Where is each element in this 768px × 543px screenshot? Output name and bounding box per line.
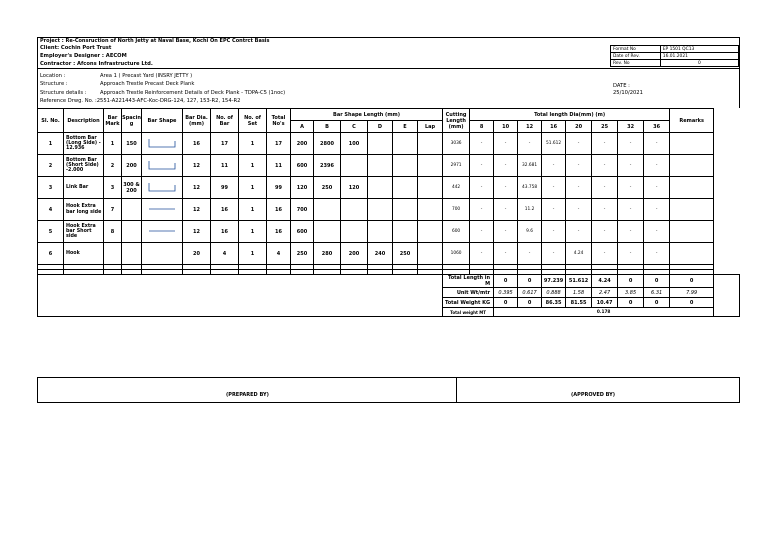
row-e	[393, 199, 418, 221]
row-noset: 1	[239, 177, 267, 199]
row-len-d16: -	[542, 243, 566, 265]
col-dia-32: 32	[618, 121, 644, 133]
structure-info	[37, 68, 740, 108]
row-len-d16: -	[542, 177, 566, 199]
row-total: 4	[267, 243, 291, 265]
row-d: 240	[368, 243, 393, 265]
row-bar-shape	[142, 199, 183, 221]
row-a: 200	[291, 133, 314, 155]
row-description: Hook	[64, 243, 104, 265]
summary-value: 10.47	[592, 298, 618, 308]
summary-value: 0	[494, 298, 518, 308]
row-e: 250	[393, 243, 418, 265]
col-dia-36: 36	[644, 121, 670, 133]
row-len-d36: -	[644, 133, 670, 155]
row-len-d20: -	[566, 221, 592, 243]
row-remarks	[670, 155, 714, 177]
row-spacing	[122, 199, 142, 221]
row-len-d25: -	[592, 177, 618, 199]
contractor-name: Contractor : Afcons Infrastructure Ltd.	[40, 61, 153, 67]
col-seg-e: E	[393, 121, 418, 133]
summary-value: 0	[618, 298, 644, 308]
location-value: Area 1 ( Precast Yard (INSRY JETTY )	[100, 73, 193, 79]
row-a: 600	[291, 221, 314, 243]
col-no-of-set: No. of Set	[239, 109, 267, 133]
col-seg-lap: Lap	[418, 121, 443, 133]
row-nobar: 16	[211, 199, 239, 221]
summary-value: 0.617	[518, 288, 542, 298]
row-len-d16: -	[542, 221, 566, 243]
col-no-of-bar: No. of Bar	[211, 109, 239, 133]
summary-value: 1.58	[566, 288, 592, 298]
col-spacing: Spacin g	[122, 109, 142, 133]
format-label: Format No	[611, 46, 661, 53]
row-len-d10: -	[494, 199, 518, 221]
col-bar-mark: Bar Mark	[104, 109, 122, 133]
row-a: 120	[291, 177, 314, 199]
row-c	[341, 199, 368, 221]
row-sl: 6	[38, 243, 64, 265]
row-len-d10: -	[494, 243, 518, 265]
summary-value: 86.35	[542, 298, 566, 308]
summary-value: 0.395	[494, 288, 518, 298]
summary-value: 2.47	[592, 288, 618, 298]
row-bar-shape	[142, 243, 183, 265]
summary-value: 0	[644, 275, 670, 288]
row-noset: 1	[239, 155, 267, 177]
row-description: Bottom Bar (Short Side) -2.000	[64, 155, 104, 177]
row-lap	[418, 199, 443, 221]
row-bar-shape	[142, 155, 183, 177]
summary-value: 0	[518, 275, 542, 288]
row-lap	[418, 133, 443, 155]
structure-details-label: Structure details :	[40, 90, 87, 96]
row-sl: 3	[38, 177, 64, 199]
col-seg-b: B	[314, 121, 341, 133]
row-len-d20: 4.24	[566, 243, 592, 265]
row-len-d16: -	[542, 155, 566, 177]
date-of-rev-label: Date of Rev.	[611, 53, 661, 60]
col-seg-d: D	[368, 121, 393, 133]
row-total: 17	[267, 133, 291, 155]
row-sl: 2	[38, 155, 64, 177]
row-d	[368, 221, 393, 243]
row-sl: 1	[38, 133, 64, 155]
col-seg-c: C	[341, 121, 368, 133]
row-lap	[418, 221, 443, 243]
row-sl: 5	[38, 221, 64, 243]
bar-shape-icon	[148, 182, 176, 192]
row-len-d36: -	[644, 199, 670, 221]
row-cutting-length: 700	[443, 199, 470, 221]
row-b: 2800	[314, 133, 341, 155]
approved-by-label: (APPROVED BY)	[571, 392, 616, 398]
row-c: 200	[341, 243, 368, 265]
row-len-d8: -	[470, 133, 494, 155]
col-dia-20: 20	[566, 121, 592, 133]
date-value: 25/10/2021	[613, 90, 643, 96]
row-spacing	[122, 243, 142, 265]
row-bar-mark: 3	[104, 177, 122, 199]
rev-no-value: 0	[660, 60, 738, 67]
rev-no-label: Rev. No	[611, 60, 661, 67]
row-e	[393, 133, 418, 155]
row-noset: 1	[239, 133, 267, 155]
format-info-table	[610, 45, 739, 67]
row-len-d8: -	[470, 155, 494, 177]
row-remarks	[670, 243, 714, 265]
date-of-rev-value: 16.01.2021	[660, 53, 738, 60]
col-dia-16: 16	[542, 121, 566, 133]
row-remarks	[670, 133, 714, 155]
document-header	[37, 37, 740, 68]
location-label: Location :	[40, 73, 66, 79]
row-sl: 4	[38, 199, 64, 221]
summary-row	[38, 275, 740, 288]
row-len-d32: -	[618, 221, 644, 243]
summary-value: 0	[670, 275, 714, 288]
row-d	[368, 177, 393, 199]
row-dia: 16	[183, 133, 211, 155]
date-label: DATE :	[613, 83, 630, 89]
row-e	[393, 177, 418, 199]
summary-label: Total Length in M	[443, 275, 494, 288]
row-bar-shape	[142, 177, 183, 199]
row-b: 2396	[314, 155, 341, 177]
summary-value: 0	[518, 298, 542, 308]
row-cutting-length: 600	[443, 221, 470, 243]
row-description: Hook Extra bar long side	[64, 199, 104, 221]
row-spacing: 200	[122, 155, 142, 177]
table-row	[38, 155, 740, 177]
row-nobar: 4	[211, 243, 239, 265]
col-dia-8: 8	[470, 121, 494, 133]
summary-value: 0	[670, 298, 714, 308]
bar-schedule-table	[37, 108, 740, 317]
row-e	[393, 221, 418, 243]
row-dia: 20	[183, 243, 211, 265]
footer-divider	[456, 378, 457, 402]
prepared-by-label: (PREPARED BY)	[226, 392, 269, 398]
row-len-d12: 9.6	[518, 221, 542, 243]
summary-blank	[38, 275, 443, 317]
row-len-d25: -	[592, 243, 618, 265]
summary-value: 3.85	[618, 288, 644, 298]
col-cutting-length: Cutting Length (mm)	[443, 109, 470, 133]
col-dia-12: 12	[518, 121, 542, 133]
row-bar-shape	[142, 133, 183, 155]
col-bar-shape-length: Bar Shape Length (mm)	[291, 109, 443, 121]
row-len-d10: -	[494, 155, 518, 177]
row-dia: 12	[183, 177, 211, 199]
row-e	[393, 155, 418, 177]
row-spacing: 300 & 200	[122, 177, 142, 199]
row-len-d12: -	[518, 133, 542, 155]
row-len-d20: -	[566, 199, 592, 221]
table-row	[38, 199, 740, 221]
row-spacing	[122, 221, 142, 243]
straight-bar-icon	[148, 206, 176, 212]
row-total: 11	[267, 155, 291, 177]
row-len-d16: -	[542, 199, 566, 221]
row-d	[368, 155, 393, 177]
row-c: 100	[341, 133, 368, 155]
col-dia-25: 25	[592, 121, 618, 133]
row-dia: 12	[183, 155, 211, 177]
row-len-d20: -	[566, 133, 592, 155]
row-description: Bottom Bar (Long Side) - 12.936	[64, 133, 104, 155]
row-remarks	[670, 221, 714, 243]
row-d	[368, 199, 393, 221]
row-len-d36: -	[644, 243, 670, 265]
row-c: 120	[341, 177, 368, 199]
row-len-d8: -	[470, 221, 494, 243]
row-spacing: 150	[122, 133, 142, 155]
row-len-d12: 43.758	[518, 177, 542, 199]
row-total: 99	[267, 177, 291, 199]
row-nobar: 11	[211, 155, 239, 177]
structure-label: Structure :	[40, 81, 68, 87]
reference-drawing: Reference Drwg. No. :2551-A221443-AFC-Koc-DRG-124, 127, 153-R2, 154-R2	[40, 98, 241, 104]
summary-value: 4.24	[592, 275, 618, 288]
summary-value: 0	[644, 298, 670, 308]
row-len-d12: -	[518, 243, 542, 265]
row-len-d12: 11.2	[518, 199, 542, 221]
row-len-d32: -	[618, 177, 644, 199]
designer-name: Employer's Designer : AECOM	[40, 53, 127, 59]
row-noset: 1	[239, 199, 267, 221]
table-row	[38, 243, 740, 265]
row-len-d25: -	[592, 221, 618, 243]
row-dia: 12	[183, 199, 211, 221]
row-bar-mark: 2	[104, 155, 122, 177]
row-len-d32: -	[618, 199, 644, 221]
row-len-d32: -	[618, 155, 644, 177]
row-a: 250	[291, 243, 314, 265]
row-total: 16	[267, 199, 291, 221]
row-bar-mark: 1	[104, 133, 122, 155]
row-len-d36: -	[644, 177, 670, 199]
structure-value: Approach Trestle Precast Deck Plank	[100, 81, 195, 87]
row-bar-mark	[104, 243, 122, 265]
row-len-d8: -	[470, 199, 494, 221]
col-description: Description	[64, 109, 104, 133]
col-total-nos: Total No's	[267, 109, 291, 133]
summary-value: 97.239	[542, 275, 566, 288]
project-title: Project : Re-Consruction of North Jetty at Naval Base, Kochi On EPC Contrct Basis	[40, 38, 270, 44]
bar-shape-icon	[148, 160, 176, 170]
summary-value: 0.888	[542, 288, 566, 298]
col-dia-10: 10	[494, 121, 518, 133]
row-b	[314, 221, 341, 243]
straight-bar-icon	[148, 228, 176, 234]
col-bar-shape: Bar Shape	[142, 109, 183, 133]
row-description: Hook Extra bar Short side	[64, 221, 104, 243]
client-name: Client: Cochin Port Trust	[40, 45, 112, 51]
row-bar-mark: 7	[104, 199, 122, 221]
summary-label: Unit Wt/mtr	[443, 288, 494, 298]
row-c	[341, 221, 368, 243]
row-len-d10: -	[494, 177, 518, 199]
row-remarks	[670, 177, 714, 199]
row-dia: 12	[183, 221, 211, 243]
row-len-d10: -	[494, 133, 518, 155]
row-len-d36: -	[644, 221, 670, 243]
row-lap	[418, 243, 443, 265]
summary-value: 0	[618, 275, 644, 288]
row-len-d8: -	[470, 243, 494, 265]
row-len-d20: -	[566, 177, 592, 199]
bar-shape-icon	[148, 138, 176, 148]
row-cutting-length: 1060	[443, 243, 470, 265]
row-b	[314, 199, 341, 221]
row-noset: 1	[239, 221, 267, 243]
summary-label: Total Weight KG	[443, 298, 494, 308]
row-lap	[418, 177, 443, 199]
row-len-d32: -	[618, 133, 644, 155]
summary-label: Total weight MT	[443, 308, 494, 317]
row-nobar: 17	[211, 133, 239, 155]
row-b: 280	[314, 243, 341, 265]
row-a: 700	[291, 199, 314, 221]
row-lap	[418, 155, 443, 177]
summary-value: 6.31	[644, 288, 670, 298]
row-remarks	[670, 199, 714, 221]
row-len-d32: -	[618, 243, 644, 265]
table-row	[38, 133, 740, 155]
col-total-length-dia: Total length Dia(mm) (m)	[470, 109, 670, 121]
summary-remarks	[714, 275, 740, 317]
row-nobar: 16	[211, 221, 239, 243]
summary-value: 0	[494, 275, 518, 288]
row-len-d10: -	[494, 221, 518, 243]
summary-value: 7.99	[670, 288, 714, 298]
summary-total-mt: 0.178	[494, 308, 714, 317]
row-bar-mark: 8	[104, 221, 122, 243]
row-len-d25: -	[592, 155, 618, 177]
row-b: 250	[314, 177, 341, 199]
col-bar-dia: Bar Dia. (mm)	[183, 109, 211, 133]
col-seg-a: A	[291, 121, 314, 133]
table-row	[38, 221, 740, 243]
summary-value: 81.55	[566, 298, 592, 308]
format-value: EP 1501 QC13	[660, 46, 738, 53]
row-total: 16	[267, 221, 291, 243]
signature-footer	[37, 377, 740, 403]
row-len-d20: -	[566, 155, 592, 177]
row-nobar: 99	[211, 177, 239, 199]
row-len-d8: -	[470, 177, 494, 199]
structure-details-value: Approach Trestle Reinforcement Details of Deck Plank - TDPA-C5 (1noc)	[100, 90, 286, 96]
row-a: 600	[291, 155, 314, 177]
row-len-d16: 51.612	[542, 133, 566, 155]
row-c	[341, 155, 368, 177]
row-description: Link Bar	[64, 177, 104, 199]
row-cutting-length: 2971	[443, 155, 470, 177]
row-noset: 1	[239, 243, 267, 265]
col-remarks: Remarks	[670, 109, 714, 133]
col-sl-no: Sl. No.	[38, 109, 64, 133]
row-len-d25: -	[592, 199, 618, 221]
row-d	[368, 133, 393, 155]
row-cutting-length: 3036	[443, 133, 470, 155]
row-len-d25: -	[592, 133, 618, 155]
summary-value: 51.612	[566, 275, 592, 288]
row-len-d36: -	[644, 155, 670, 177]
row-cutting-length: 442	[443, 177, 470, 199]
row-bar-shape	[142, 221, 183, 243]
row-len-d12: 32.681	[518, 155, 542, 177]
table-row	[38, 177, 740, 199]
